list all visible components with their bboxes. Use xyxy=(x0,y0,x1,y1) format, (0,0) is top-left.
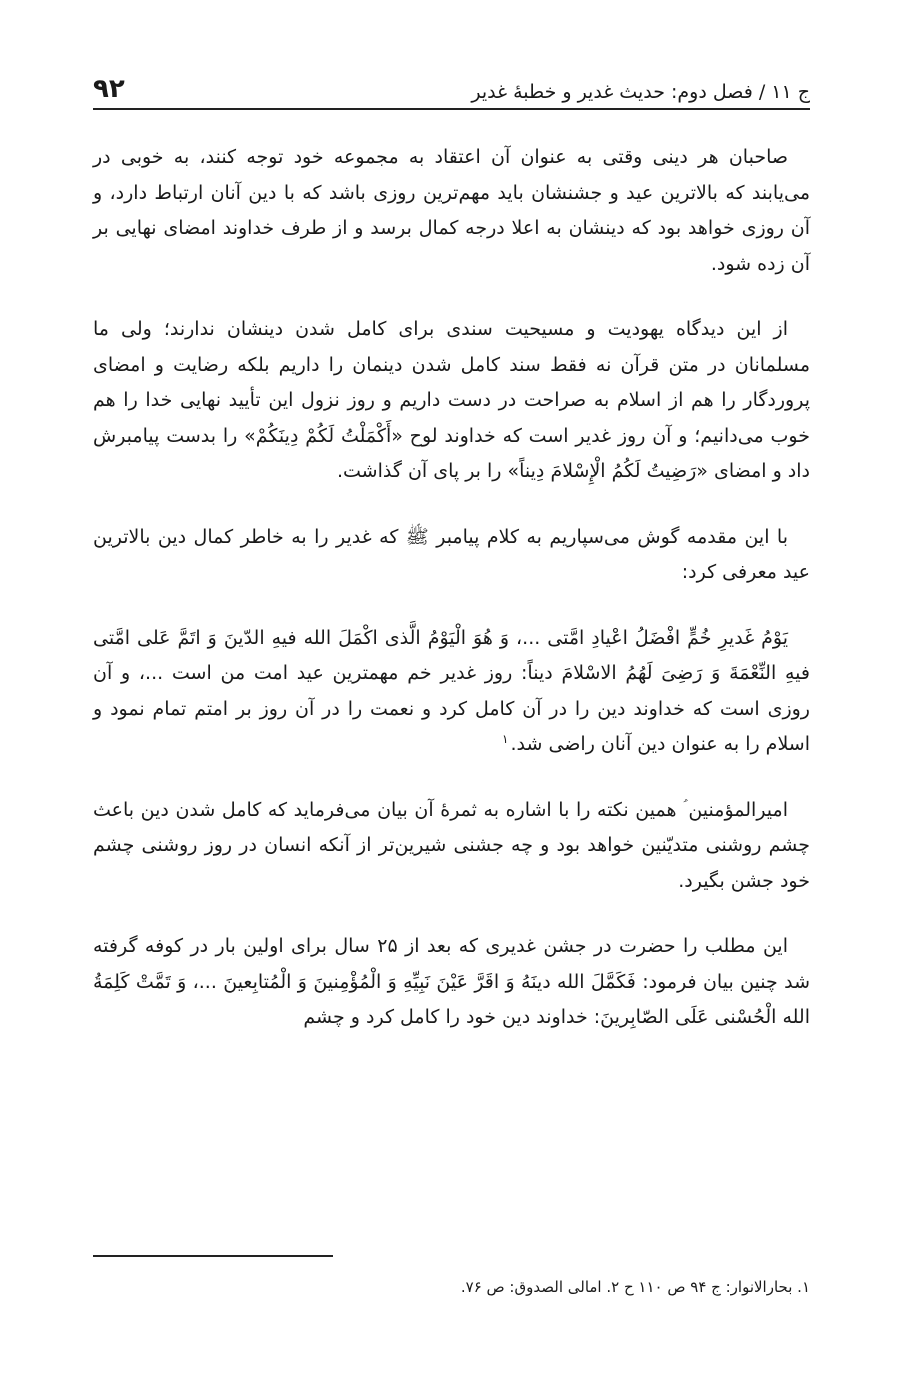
footnote-marker[interactable]: ۱ xyxy=(502,731,509,746)
running-head: ج ۱۱ / فصل دوم: حدیث غدیر و خطبهٔ غدیر xyxy=(471,81,810,103)
paragraph: این مطلب را حضرت در جشن غدیری که بعد از ۲۵ سال برای اولین بار در کوفه گرفته شد چنین بیان فرمود: فَكَمَّلَ الله دينَهُ وَ اقَرَّ عَيْنَ نَبِيِّهِ وَ الْمُؤْمِنينَ وَ الْمُتابِعينَ ...، وَ تَمَّتْ كَلِمَةُ الله الْحُسْنى عَلَى الصّابِرينَ: خداوند دین خود را کامل کرد و چشم xyxy=(93,935,810,1028)
book-page xyxy=(93,0,810,1390)
footnote-divider xyxy=(93,1255,333,1257)
paragraph: صاحبان هر دینی وقتی به عنوان آن اعتقاد به مجموعه خود توجه کنند، به خوبی در می‌یابند که بالاترین عید و جشنشان باید مهم‌ترین روزی باشد که با دین آنان ارتباط دارد، و آن روزی خواهد بود که دینشان به اعلا درجه کمال برسد و از طرف خداوند امضای نهایی بر آن زده شود. xyxy=(93,146,810,275)
page-body xyxy=(93,140,810,1066)
hadith-text: يَوْمُ غَديرِ خُمٍّ افْضَلُ اعْيادِ امَّتى ...، وَ هُوَ الْيَوْمُ الَّذى اكْمَلَ الله فيهِ الدّينَ وَ اتَمَّ عَلى امَّتى فيهِ النِّعْمَةَ وَ رَضِىَ لَهُمُ الاسْلامَ ديناً: روز غدیر خم مهمترین عید امت من است ...، و آن روزی است که خداوند دین را در آن کامل کرد و نعمت را در آن روز بر امتم تمام نمود و اسلام را به عنوان دین آنان راضی شد. xyxy=(93,626,810,755)
paragraph: از این دیدگاه یهودیت و مسیحیت سندی برای کامل شدن دینشان ندارند؛ ولی ما مسلمانان در متن قرآن نه فقط سند کامل شدن دینمان را داریم بلکه رضایت و امضای پروردگار را هم از اسلام به صراحت در دست داریم و روز نزول این تأیید نهایی خدا را هم خوب می‌دانیم؛ و آن روز غدیر است که خداوند لوح «أَكْمَلْتُ لَكُمْ دِينَكُمْ» را بدست پیامبرش داد و امضای «رَضِيتُ لَكُمُ الْإِسْلامَ دِيناً» را بر پای آن گذاشت. xyxy=(93,318,810,482)
hadith-paragraph xyxy=(93,621,810,763)
page-number: ۹۲ xyxy=(93,74,125,104)
page-header xyxy=(93,66,810,110)
footnote: ۱. بحارالانوار: ج ۹۴ ص ۱۱۰ ح ۲. امالی الصدوق: ص ۷۶. xyxy=(460,1278,810,1296)
paragraph: با این مقدمه گوش می‌سپاریم به کلام پیامبر ﷺ که غدیر را به خاطر کمال دین بالاترین عید معرفی کرد: xyxy=(93,525,810,583)
paragraph: امیرالمؤمنین ؑ همین نکته را با اشاره به ثمرهٔ آن بیان می‌فرماید که کامل شدن دین باعث چشم روشنی متدیّنین خواهد بود و چه جشنی شیرین‌تر از آنکه انسان در روز روشنی چشم خود جشن بگیرد. xyxy=(93,798,810,892)
